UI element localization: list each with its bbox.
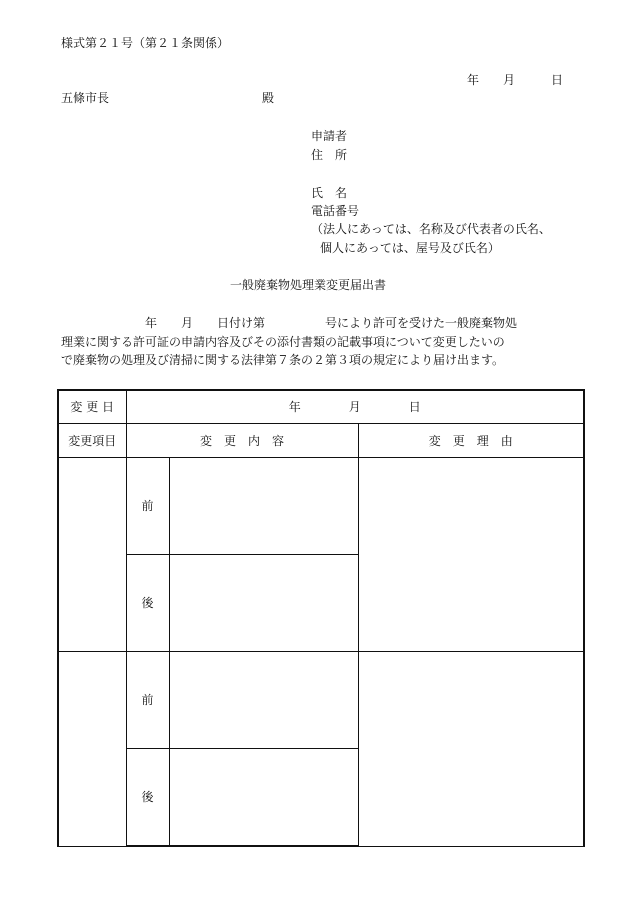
applicant-address-label: 住 所	[311, 148, 348, 162]
entry-2-item-cell[interactable]	[58, 651, 126, 846]
applicant-name-label: 氏 名	[311, 186, 348, 200]
document-title: 一般廃棄物処理業変更届出書	[230, 278, 387, 292]
date-line: 年 月 日	[467, 73, 564, 87]
change-content-header: 変 更 内 容	[126, 423, 358, 457]
body-line-2: 理業に関する許可証の申請内容及びその添付書類の記載事項について変更したいの	[61, 335, 505, 349]
form-number: 様式第２１号（第２１条関係）	[61, 36, 230, 50]
entry-1-after-content[interactable]	[169, 554, 358, 651]
applicant-note-line2: 個人にあっては、屋号及び氏名）	[320, 241, 500, 255]
addressee-honorific: 殿	[262, 91, 275, 105]
entry-2-before-row	[58, 651, 584, 748]
entry-1-before-content[interactable]	[169, 457, 358, 554]
entry-1-item-cell[interactable]	[58, 457, 126, 651]
applicant-label: 申請者	[311, 129, 348, 143]
change-date-label: 変 更 日	[58, 390, 126, 423]
change-reason-header: 変 更 理 由	[358, 423, 584, 457]
header-row	[58, 423, 584, 457]
applicant-note-line1: （法人にあっては、名称及び代表者の氏名、	[311, 222, 551, 236]
entry-1-before-label: 前	[126, 457, 169, 554]
entry-2-before-label: 前	[126, 651, 169, 748]
change-item-header: 変更項目	[58, 423, 126, 457]
change-date-value[interactable]: 年 月 日	[126, 390, 584, 423]
entry-2-reason-cell[interactable]	[358, 651, 584, 846]
entry-2-before-content[interactable]	[169, 651, 358, 748]
body-line-1: 年 月 日付け第 号により許可を受けた一般廃棄物処	[145, 316, 518, 330]
change-form-table	[57, 389, 585, 847]
addressee-name: 五條市長	[61, 91, 110, 105]
applicant-phone-label: 電話番号	[311, 204, 360, 218]
change-date-row	[58, 390, 584, 423]
entry-1-before-row	[58, 457, 584, 554]
entry-1-reason-cell[interactable]	[358, 457, 584, 651]
entry-2-after-label: 後	[126, 748, 169, 846]
body-line-3: で廃棄物の処理及び清掃に関する法律第７条の２第３項の規定により届け出ます。	[61, 353, 505, 367]
entry-2-after-content[interactable]	[169, 748, 358, 846]
entry-1-after-label: 後	[126, 554, 169, 651]
